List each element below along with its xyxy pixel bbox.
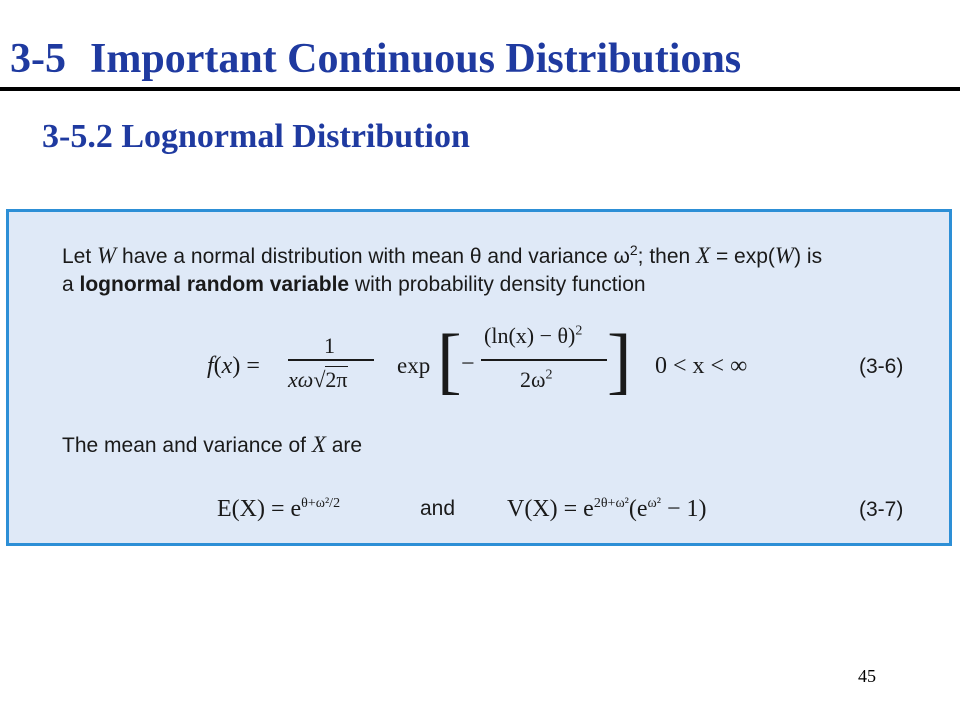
- eq1-minus: −: [461, 351, 475, 377]
- eq1-inner-fraction-bar: [481, 359, 607, 361]
- eq2-and: and: [420, 497, 456, 520]
- section-number: 3-5: [10, 36, 66, 82]
- page-number: 45: [858, 666, 876, 686]
- slide-subtitle: 3-5.2 Lognormal Distribution: [42, 118, 470, 155]
- definition-line-3: The mean and variance of X are: [62, 432, 363, 457]
- eq1-inner-denominator: $2\omega^2$: [520, 367, 553, 392]
- lognormal-term: lognormal random variable: [79, 273, 350, 296]
- eq1-exp: exp: [397, 353, 431, 378]
- definition-box: [6, 209, 952, 546]
- eq2-number: (3-7): [859, 498, 904, 521]
- slide-title: [10, 38, 741, 80]
- definition-line-2: a lognormal random variable with probability density function: [62, 273, 646, 296]
- eq1-range: 0 < x < ∞: [655, 353, 748, 379]
- eq2-mean: $E(X) = e^{\theta+\omega^2/2}$: [217, 496, 341, 522]
- definition-line-1: Let W have a normal distribution with mean θ and variance $\omega^2$; then X = exp(W) is: [62, 242, 823, 268]
- eq1-lhs: f(x) =: [207, 353, 260, 379]
- eq2-variance: $V(X) = e^{2\theta+\omega^2}(e^{\omega^2} - 1)$: [507, 496, 707, 522]
- left-bracket: [: [437, 320, 462, 402]
- eq1-number: (3-6): [859, 355, 904, 378]
- title-rule: [0, 87, 960, 91]
- right-bracket: ]: [607, 320, 632, 402]
- eq1-denominator: xω√2π: [288, 367, 348, 392]
- eq1-numerator: 1: [324, 333, 335, 358]
- section-title: Important Continuous Distributions: [90, 36, 742, 82]
- eq1-inner-numerator: $(\ln(x) - \theta)^2$: [484, 323, 583, 348]
- eq1-fraction-bar: [288, 359, 374, 361]
